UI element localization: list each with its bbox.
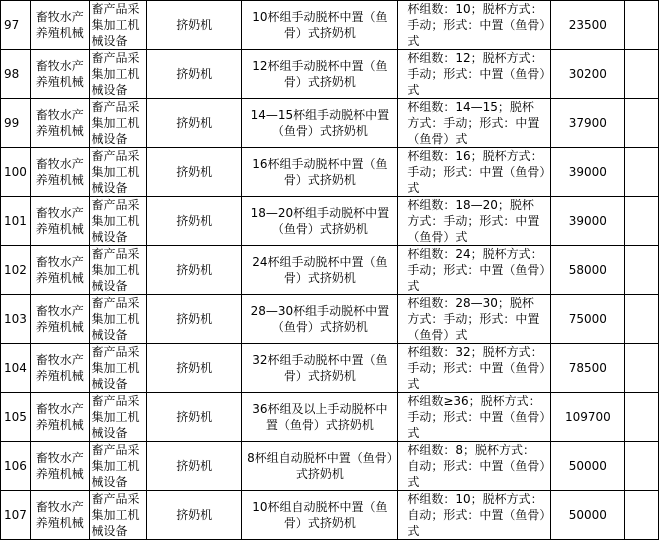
- category-cell: 畜牧水产养殖机械: [30, 491, 89, 540]
- description-cell: 18—20杯组手动脱杯中置（鱼骨）式挤奶机: [242, 197, 398, 246]
- table-row: [1, 197, 659, 246]
- table-row: [1, 393, 659, 442]
- empty-cell: [625, 148, 659, 197]
- empty-cell: [625, 344, 659, 393]
- table-row: [1, 1, 659, 50]
- item-name-cell: 挤奶机: [147, 295, 242, 344]
- item-name-cell: 挤奶机: [147, 344, 242, 393]
- subcategory-cell: 畜产品采集加工机械设备: [89, 491, 147, 540]
- description-cell: 24杯组手动脱杯中置（鱼骨）式挤奶机: [242, 246, 398, 295]
- empty-cell: [625, 99, 659, 148]
- price-cell: 109700: [551, 393, 625, 442]
- row-number: 99: [1, 99, 31, 148]
- empty-cell: [625, 50, 659, 99]
- category-cell: 畜牧水产养殖机械: [30, 1, 89, 50]
- row-number: 98: [1, 50, 31, 99]
- price-cell: 78500: [551, 344, 625, 393]
- category-cell: 畜牧水产养殖机械: [30, 295, 89, 344]
- item-name-cell: 挤奶机: [147, 148, 242, 197]
- subcategory-cell: 畜产品采集加工机械设备: [89, 50, 147, 99]
- parameters-cell: 杯组数：12；脱杯方式：手动；形式：中置（鱼骨）式: [398, 50, 551, 99]
- description-cell: 12杯组手动脱杯中置（鱼骨）式挤奶机: [242, 50, 398, 99]
- row-number: 105: [1, 393, 31, 442]
- table-row: [1, 148, 659, 197]
- empty-cell: [625, 246, 659, 295]
- subcategory-cell: 畜产品采集加工机械设备: [89, 442, 147, 491]
- category-cell: 畜牧水产养殖机械: [30, 148, 89, 197]
- row-number: 102: [1, 246, 31, 295]
- parameters-cell: 杯组数：14—15；脱杯方式：手动；形式：中置（鱼骨）式: [398, 99, 551, 148]
- parameters-cell: 杯组数：10；脱杯方式：手动；形式：中置（鱼骨）式: [398, 1, 551, 50]
- description-cell: 36杯组及以上手动脱杯中置（鱼骨）式挤奶机: [242, 393, 398, 442]
- parameters-cell: 杯组数：8；脱杯方式：自动；形式：中置（鱼骨）式: [398, 442, 551, 491]
- parameters-cell: 杯组数：24；脱杯方式：手动；形式：中置（鱼骨）式: [398, 246, 551, 295]
- row-number: 104: [1, 344, 31, 393]
- subcategory-cell: 畜产品采集加工机械设备: [89, 99, 147, 148]
- row-number: 97: [1, 1, 31, 50]
- parameters-cell: 杯组数：10；脱杯方式：自动；形式：中置（鱼骨）式: [398, 491, 551, 540]
- price-cell: 30200: [551, 50, 625, 99]
- parameters-cell: 杯组数：18—20；脱杯方式：手动；形式：中置（鱼骨）式: [398, 197, 551, 246]
- category-cell: 畜牧水产养殖机械: [30, 246, 89, 295]
- category-cell: 畜牧水产养殖机械: [30, 393, 89, 442]
- parameters-cell: 杯组数≥36；脱杯方式：手动；形式：中置（鱼骨）式: [398, 393, 551, 442]
- category-cell: 畜牧水产养殖机械: [30, 197, 89, 246]
- description-cell: 10杯组自动脱杯中置（鱼骨）式挤奶机: [242, 491, 398, 540]
- item-name-cell: 挤奶机: [147, 197, 242, 246]
- subcategory-cell: 畜产品采集加工机械设备: [89, 148, 147, 197]
- subcategory-cell: 畜产品采集加工机械设备: [89, 197, 147, 246]
- price-cell: 39000: [551, 197, 625, 246]
- parameters-cell: 杯组数：28—30；脱杯方式：手动；形式：中置（鱼骨）式: [398, 295, 551, 344]
- item-name-cell: 挤奶机: [147, 442, 242, 491]
- description-cell: 32杯组手动脱杯中置（鱼骨）式挤奶机: [242, 344, 398, 393]
- table-row: [1, 246, 659, 295]
- item-name-cell: 挤奶机: [147, 99, 242, 148]
- description-cell: 28—30杯组手动脱杯中置（鱼骨）式挤奶机: [242, 295, 398, 344]
- price-cell: 23500: [551, 1, 625, 50]
- empty-cell: [625, 295, 659, 344]
- description-cell: 14—15杯组手动脱杯中置（鱼骨）式挤奶机: [242, 99, 398, 148]
- row-number: 107: [1, 491, 31, 540]
- row-number: 103: [1, 295, 31, 344]
- category-cell: 畜牧水产养殖机械: [30, 99, 89, 148]
- item-name-cell: 挤奶机: [147, 50, 242, 99]
- table-row: [1, 50, 659, 99]
- category-cell: 畜牧水产养殖机械: [30, 344, 89, 393]
- item-name-cell: 挤奶机: [147, 246, 242, 295]
- subcategory-cell: 畜产品采集加工机械设备: [89, 246, 147, 295]
- price-cell: 50000: [551, 491, 625, 540]
- table-row: [1, 99, 659, 148]
- table-row: [1, 295, 659, 344]
- subcategory-cell: 畜产品采集加工机械设备: [89, 295, 147, 344]
- empty-cell: [625, 197, 659, 246]
- subcategory-cell: 畜产品采集加工机械设备: [89, 393, 147, 442]
- table-row: [1, 344, 659, 393]
- table-row: [1, 442, 659, 491]
- price-cell: 50000: [551, 442, 625, 491]
- parameters-cell: 杯组数：32；脱杯方式：手动；形式：中置（鱼骨）式: [398, 344, 551, 393]
- item-name-cell: 挤奶机: [147, 1, 242, 50]
- category-cell: 畜牧水产养殖机械: [30, 442, 89, 491]
- price-cell: 37900: [551, 99, 625, 148]
- empty-cell: [625, 491, 659, 540]
- parameters-cell: 杯组数：16；脱杯方式：手动；形式：中置（鱼骨）式: [398, 148, 551, 197]
- price-cell: 75000: [551, 295, 625, 344]
- description-cell: 10杯组手动脱杯中置（鱼骨）式挤奶机: [242, 1, 398, 50]
- description-cell: 8杯组自动脱杯中置（鱼骨）式挤奶机: [242, 442, 398, 491]
- item-name-cell: 挤奶机: [147, 491, 242, 540]
- row-number: 106: [1, 442, 31, 491]
- item-name-cell: 挤奶机: [147, 393, 242, 442]
- subcategory-cell: 畜产品采集加工机械设备: [89, 344, 147, 393]
- category-cell: 畜牧水产养殖机械: [30, 50, 89, 99]
- row-number: 101: [1, 197, 31, 246]
- empty-cell: [625, 1, 659, 50]
- price-cell: 58000: [551, 246, 625, 295]
- row-number: 100: [1, 148, 31, 197]
- empty-cell: [625, 393, 659, 442]
- subcategory-cell: 畜产品采集加工机械设备: [89, 1, 147, 50]
- table-row: [1, 491, 659, 540]
- empty-cell: [625, 442, 659, 491]
- description-cell: 16杯组手动脱杯中置（鱼骨）式挤奶机: [242, 148, 398, 197]
- table-body: [1, 1, 659, 540]
- price-cell: 39000: [551, 148, 625, 197]
